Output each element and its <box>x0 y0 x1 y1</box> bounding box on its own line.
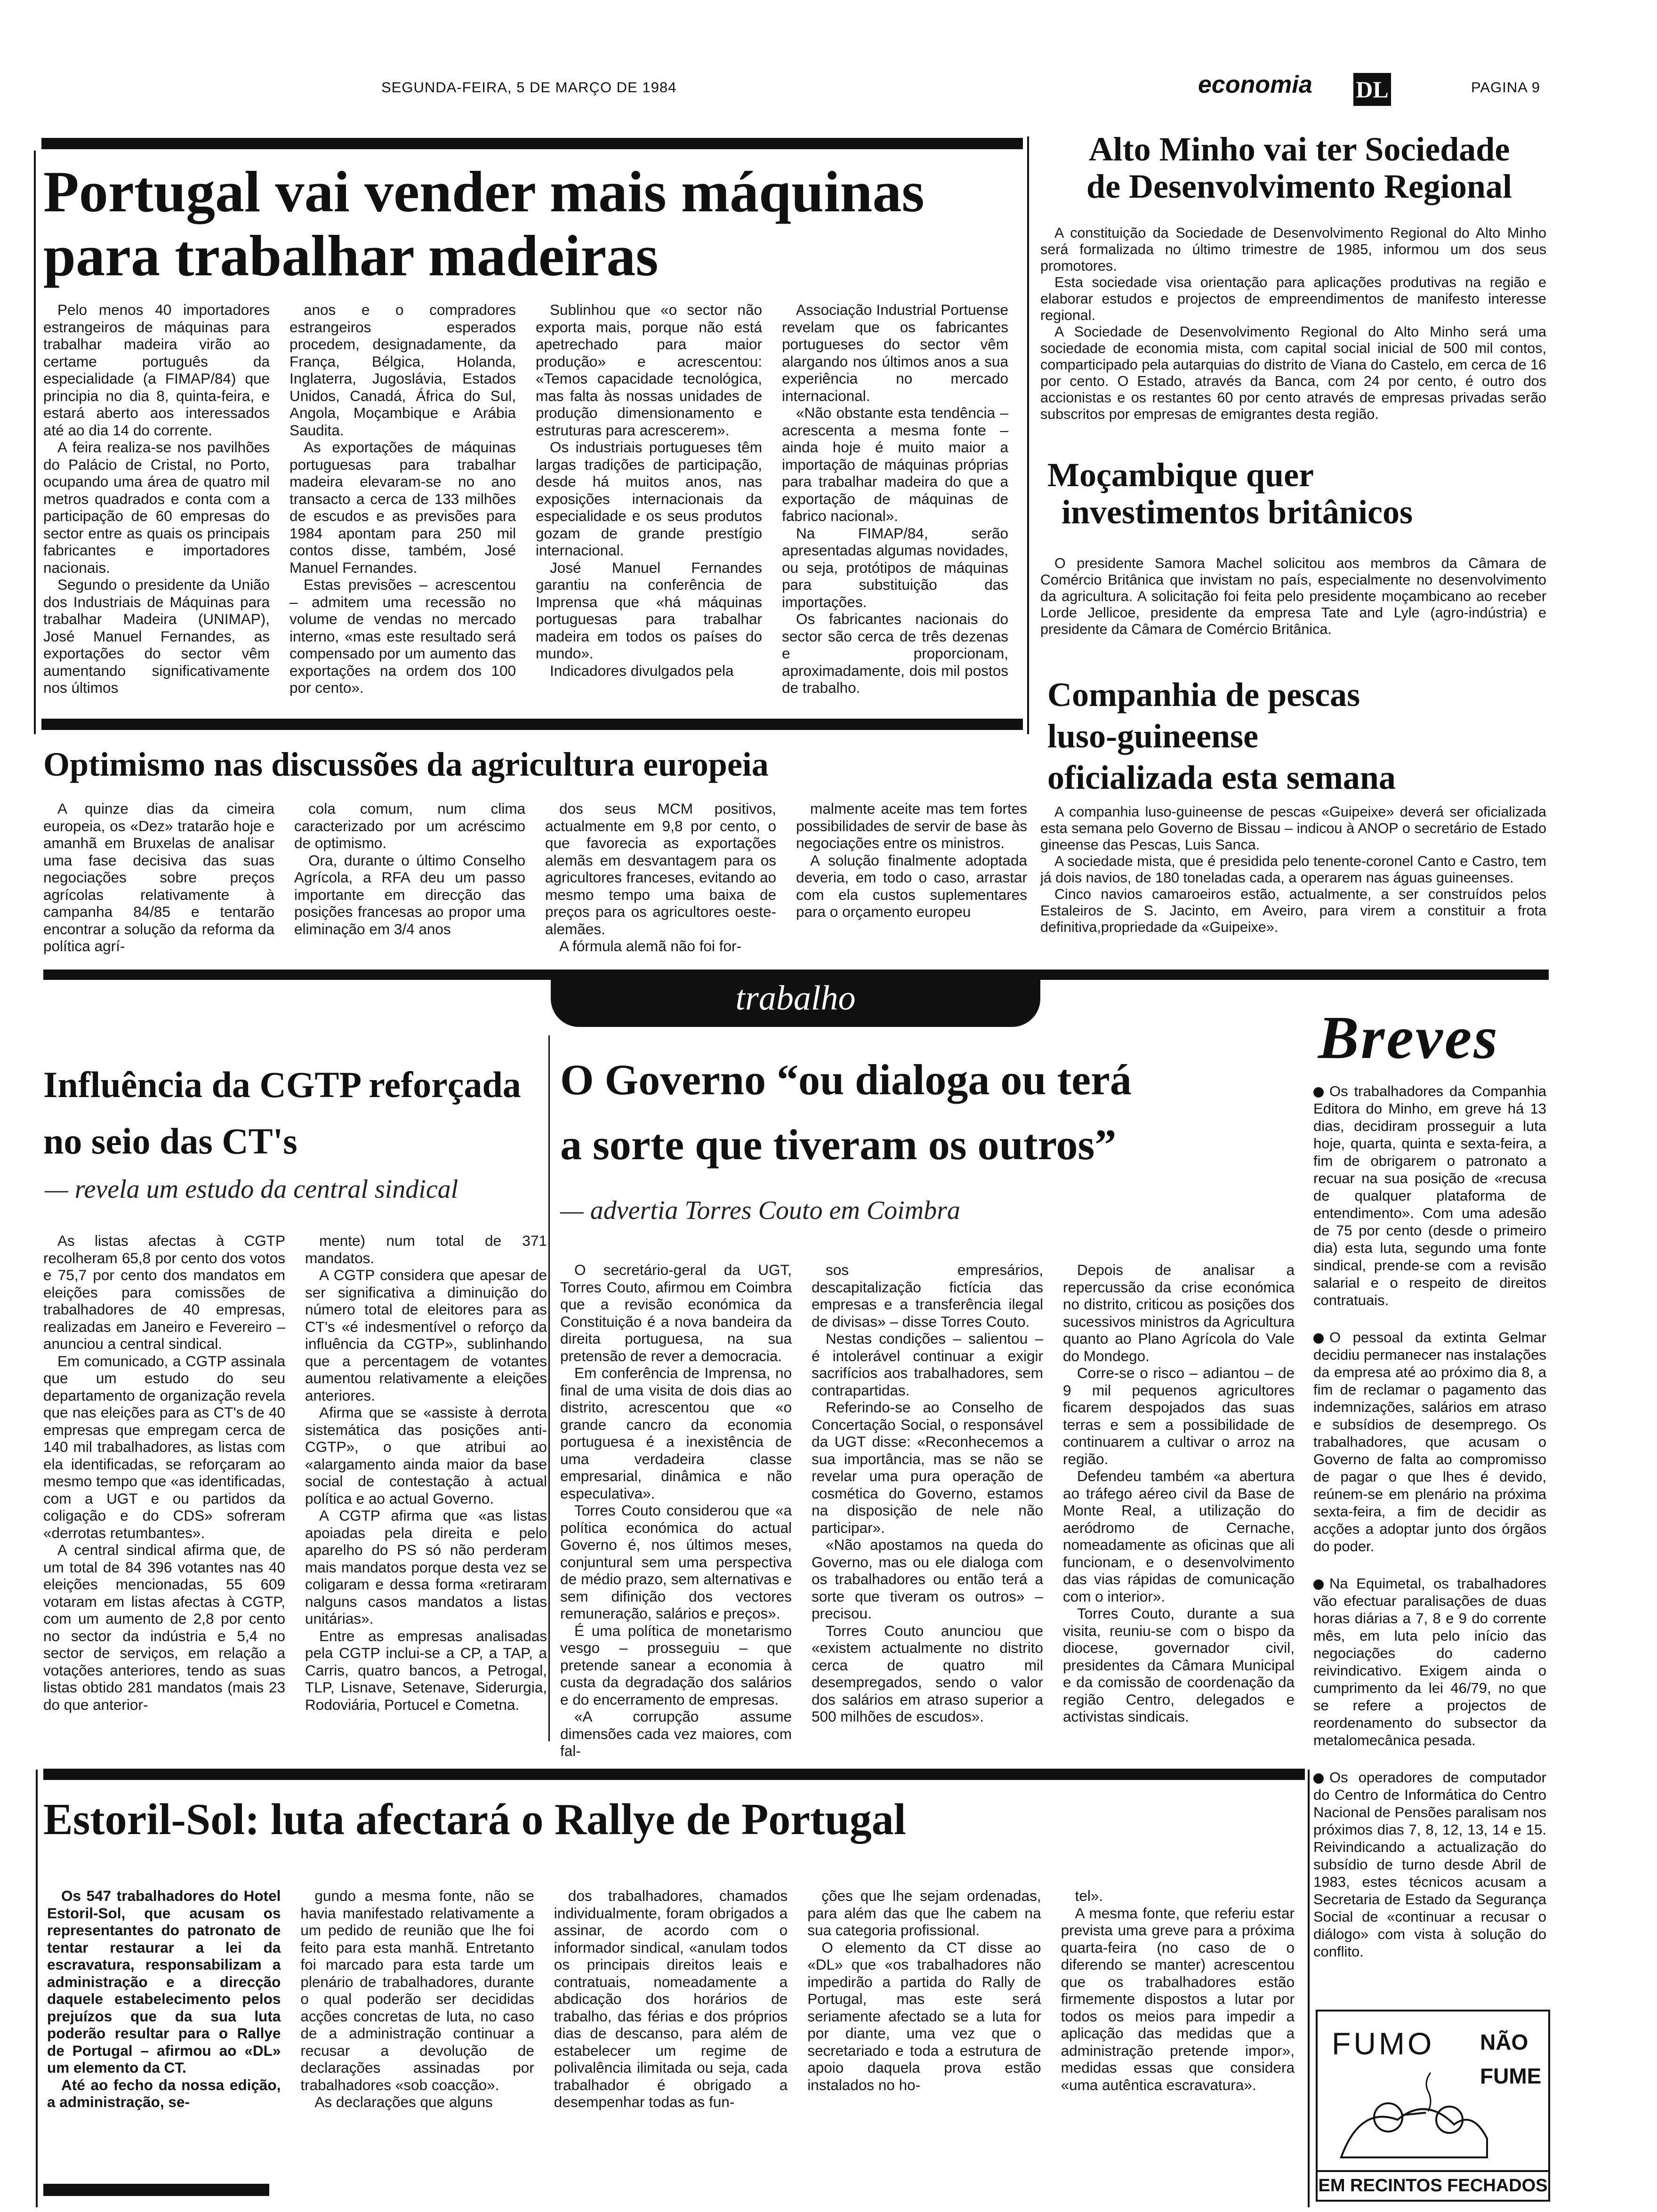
article7-subheadline: — advertia Torres Couto em Coimbra <box>560 1196 960 1225</box>
section-banner-trabalho: trabalho <box>551 970 1040 1027</box>
article7-headline <box>560 1047 1132 1177</box>
paragraph: «Não obstante esta tendência – acrescenta a mesma fonte – ainda hoje é muito maior a importação de máquinas próprias para trabalhar madeira do que a exportação de máquinas de fabrico nacional». <box>782 404 1008 524</box>
paragraph: Ora, durante o último Conselho Agrícola, a RFA deu um passo importante em direcção das posições francesas ao propor uma eliminação em 3/4 anos <box>294 851 525 938</box>
article8-headline: Estoril-Sol: luta afectará o Rallye de Portugal <box>43 1795 906 1844</box>
breves-item-text: O pessoal da extinta Gelmar decidiu permanecer nas instalações da empresa até ao próximo dia 8, a fim de reclamar o pagamento das indemnizações, salários em atraso e subsídios de desemprego. Os trabalhadores, que acusam o Governo de falta ao compromisso de pagar o que lhes é devido, reúnem-se em plenário na próxima sexta-feira, a fim de decidir as acções a adoptar junto dos órgãos do poder. <box>1313 1329 1546 1555</box>
edition-date: SEGUNDA-FEIRA, 5 DE MARÇO DE 1984 <box>381 79 677 96</box>
article3-headline <box>1047 457 1413 531</box>
article1-column <box>536 301 762 715</box>
paragraph: ções que lhe sejam ordenadas, para além das que lhe cabem na sua categoria profissional. <box>807 1887 1041 1939</box>
paragraph: Sublinhou que «o sector não exporta mais, porque não está apetrechado para maior produção» e acrescentou: «Temos capacidade tecnológica, mas falta às nossas unidades de produção dimensionamento e estruturas para acrescerem». <box>536 301 762 439</box>
smoker-illustration-icon <box>1332 2068 1529 2162</box>
paragraph: A mesma fonte, que referiu estar prevista uma greve para a próxima quarta-feira (no caso de o diferendo se manter) acrescentou que os trabalhadores estão firmemente dispostos a lutar por todos os meios para impedir a aplicação das medidas que a administração pretende impor», medidas essas que considera «uma autêntica escravatura». <box>1061 1904 1295 2093</box>
paragraph: Nestas condições – salientou – é intolerável continuar a exigir sacrifícios aos trabalhadores, sem contrapartidas. <box>812 1330 1043 1399</box>
paragraph: Depois de analisar a repercussão da crise económica no distrito, criticou as posições dos sucessivos ministros da Agricultura quanto ao Plano Agrícola do Vale do Mondego. <box>1063 1261 1295 1364</box>
paragraph: O presidente Samora Machel solicitou aos membros da Câmara de Comércio Britânica que invistam no país, especialmente no desenvolvimento da agricultura. A solicitação foi feita pelo presidente moçambicano ao receber Lorde Jellicoe, presidente da empresa Tate and Lyle (agro-indústria) e presidente da Câmara de Comércio Britânica. <box>1040 555 1546 637</box>
article1-column <box>290 301 516 715</box>
paragraph: Indicadores divulgados pela <box>550 662 734 679</box>
article3-headline-line2: investimentos britânicos <box>1062 493 1413 531</box>
article4-headline-line3: oficializada esta semana <box>1047 759 1396 796</box>
article2-headline <box>1047 131 1551 205</box>
article3-headline-line1: Moçambique quer <box>1047 456 1314 494</box>
paragraph: sos empresários, descapitalização fictícia das empresas e a transferência ilegal de divisas» – disse Torres Couto. <box>812 1261 1043 1330</box>
paragraph: Torres Couto considerou que «a política económica do actual Governo é, nos últimos meses, conjuntural sem uma perspectiva de médio prazo, sem alternativas e sem difinição dos vectores remuneração, salários e preços». <box>560 1502 792 1622</box>
paragraph: A CGTP afirma que «as listas apoiadas pela direita e pelo aparelho do PS só não perderam mais mandatos porque desta vez se coligaram e dessa forma «retiraram nalguns casos mandatos a listas unitárias». <box>305 1507 547 1627</box>
article5-column <box>43 800 274 955</box>
paragraph: Os industriais portugueses têm largas tradições de participação, desde há muitos anos, nas exposições internacionais da especialidade e os seus produtos gozam de grande prestígio internacional. <box>536 439 762 559</box>
article5-column <box>294 800 525 955</box>
paragraph: «A corrupção assume dimensões cada vez maiores, com fal- <box>560 1708 792 1759</box>
section-divider-left <box>43 970 552 980</box>
paragraph: A Sociedade de Desenvolvimento Regional do Alto Minho será uma sociedade de economia mista, com capital social inicial de 500 mil contos, comparticipado pela autarquias do distrito de Viana do Castelo, em cerca de 16 por cento. O Estado, através da Banca, com 24 por cento, é outro dos accionistas e os restantes 60 por cento através de empresas privadas serão subscritos por empresas de emigrantes desta região. <box>1040 324 1546 422</box>
breves-list <box>1313 1082 1546 1960</box>
article5-column <box>796 800 1027 955</box>
paragraph: dos trabalhadores, chamados individualmente, foram obrigados a assinar, de acordo com o informador sindical, «anulam todos os principais direitos leais e contratuais, nomeadamente a abdicação dos horários de trabalho, das férias e dos próprios dias de descanso, para além de estabelecer um regime de polivalência ilimitada ou seja, cada trabalhador é obrigado a desempenhar todas as fun- <box>554 1887 788 2110</box>
article8-right-rule <box>1308 1770 1310 2207</box>
paragraph: Afirma que se «assiste à derrota sistemática das posições anti-CGTP», o que atribui ao «alargamento ainda maior da base social de contestação à actual política e ao actual Governo. <box>305 1404 547 1507</box>
article8-column <box>47 1887 281 2172</box>
article8-column <box>807 1887 1041 2172</box>
article8-left-rule <box>36 1770 38 2207</box>
article1-column <box>43 301 270 715</box>
article8-body <box>47 1887 1295 2172</box>
paragraph: A feira realiza-se nos pavilhões do Palácio de Cristal, no Porto, ocupando uma área de quatro mil metros quadrados e conta com a participação de 60 empresas do sector entre as quais os principais fabricantes e importadores nacionais. <box>43 439 270 576</box>
article6-subheadline: — revela um estudo da central sindical <box>45 1175 458 1204</box>
paragraph: Cinco navios camaroeiros estão, actualmente, a ser construídos pelos Estaleiros de S. Jacinto, em Aveiro, para virem a constituir a frota definitiva,propriedade da «Guipeixe». <box>1040 886 1546 935</box>
breves-title: Breves <box>1318 1004 1499 1072</box>
paragraph: Torres Couto, durante a sua visita, reuniu-se com o bispo da diocese, governador civil, presidentes da Câmara Municipal e da comissão de coordenação da região Centro, delegados e activistas sindicais. <box>1063 1605 1295 1725</box>
breves-item <box>1313 1329 1546 1555</box>
article4-headline <box>1047 674 1396 798</box>
article7-column <box>1063 1261 1295 1760</box>
section-name: economia <box>1198 71 1312 98</box>
article1-headline-line1: Portugal vai vender mais máquinas <box>43 160 925 224</box>
paragraph: A companhia luso-guineense de pescas «Guipeixe» deverá ser oficializada esta semana pelo Governo de Bissau – indicou à ANOP o secretário de Estado gineense das Pescas, Luis Sanca. <box>1040 804 1546 853</box>
article1-right-rule <box>1027 136 1029 734</box>
paragraph: Corre-se o risco – adiantou – de 9 mil pequenos agricultores ficarem despojados das suas terras e sem a possibilidade de continuarem a cultivar o arroz na região. <box>1063 1364 1295 1467</box>
article1-bottom-rule <box>41 719 1023 730</box>
newspaper-logo: DL <box>1353 73 1391 106</box>
paragraph: Na FIMAP/84, serão apresentadas algumas novidades, ou seja, protótipos de máquinas para substituição das importações. <box>782 524 1008 610</box>
article1-top-rule <box>41 138 1023 149</box>
breves-item-text: Os operadores de computador do Centro de Informática do Centro Nacional de Pensões paralisam nos próximos dias 7, 8, 12, 13, 14 e 15. Reivindicando a actualização do subsídio de turno desde Abril de 1983, estes técnicos acusam a Secretaria de Estado da Segurança Social de «continuar a recusar o diálogo» com vista à solução do conflito. <box>1313 1769 1546 1960</box>
article1-left-rule <box>34 151 36 734</box>
article4-headline-line2: luso-guineense <box>1047 717 1259 755</box>
article6-headline <box>43 1057 521 1170</box>
article7-headline-line2: a sorte que tiveram os outros” <box>560 1121 1117 1169</box>
article3-body <box>1040 555 1546 664</box>
paragraph: «Não apostamos na queda do Governo, mas ou ele dialoga com os trabalhadores ou então terá a sorte que tiveram os outros» – precisou. <box>812 1536 1043 1622</box>
article2-body <box>1040 225 1546 451</box>
paragraph: As listas afectas à CGTP recolheram 65,8 por cento dos votos e 75,7 por cento dos mandatos em eleições para comissões de trabalhadores de 40 empresas, realizadas em Janeiro e Fevereiro – anunciou a central sindical. <box>43 1232 285 1352</box>
article1-headline <box>43 160 925 289</box>
bullet-icon <box>1313 1333 1324 1344</box>
article2-headline-line2: de Desenvolvimento Regional <box>1086 168 1512 206</box>
paragraph: A fórmula alemã não foi for- <box>559 938 741 954</box>
paragraph: Em comunicado, a CGTP assinala que um estudo do seu departamento de organização revela que nas eleições para as CT's de 40 empresas que empregam cerca de 140 mil trabalhadores, as listas com ela identificadas, se reforçaram ao mesmo tempo que «as identificadas, com a UGT e ou partidos da coligação e do CDS» sofreram «derrotas retumbantes». <box>43 1352 285 1541</box>
paragraph: As exportações de máquinas portuguesas para trabalhar madeira elevaram-se no ano transacto a cerca de 133 milhões de escudos e as previsões para 1984 apontam para 250 mil contos disse, também, José Manuel Fernandes. <box>290 439 516 576</box>
article1-column <box>782 301 1008 715</box>
article8-column <box>300 1887 534 2172</box>
article1-body <box>43 301 1008 715</box>
paragraph: O elemento da CT disse ao «DL» que «os trabalhadores não impedirão a partida do Rally de Portugal, mas este será seriamente afectado se a luta for por diante, uma vez que o secretariado e toda a estrutura de apoio daquela prova estão instalados no ho- <box>807 1939 1041 2093</box>
breves-item <box>1313 1575 1546 1749</box>
bullet-icon <box>1313 1579 1324 1590</box>
article7-headline-line1: O Governo “ou dialoga ou terá <box>560 1056 1132 1104</box>
paragraph: gundo a mesma fonte, não se havia manifestado relativamente a um pedido de reunião que lhe foi feito para esta manhã. Entretanto foi marcado para esta tarde um plenário de trabalhadores, durante o qual poderão ser decididas acções concretas de luta, no caso de a administração continuar a recusar a devolução de declarações assinadas por trabalhadores «sob coacção». <box>300 1887 534 2093</box>
article5-body <box>43 800 1027 955</box>
article7-body <box>560 1261 1295 1759</box>
paragraph: malmente aceite mas tem fortes possibilidades de servir de base às negociações entre os ministros. <box>796 800 1027 851</box>
bullet-icon <box>1313 1087 1324 1098</box>
paragraph: Segundo o presidente da União dos Industriais de Máquinas para trabalhar Madeira (UNIMAP), José Manuel Fernandes, as exportações do sector vêm aumentando significativamente nos últimos <box>43 576 270 696</box>
paragraph: Os 547 trabalhadores do Hotel Estoril-Sol, que acusam os representantes do patronato de tentar restaurar a lei da escravatura, responsabilizam a administração e a direcção daquele estabelecimento pelos prejuízos que da sua luta poderão resultar para o Rallye de Portugal – afirmou ao «DL» um elemento da CT. <box>47 1887 281 2076</box>
paragraph: tel». <box>1075 1887 1103 1904</box>
paragraph: anos e o compradores estrangeiros esperados procedem, designadamente, da França, Bélgica, Holanda, Inglaterra, Jugoslávia, Estados Unidos, Canadá, África do Sul, Angola, Moçambique e Arábia Saudita. <box>290 301 516 439</box>
paragraph: Pelo menos 40 importadores estrangeiros de máquinas para trabalhar madeira virão ao certame português da especialidade (a FIMAP/84) que principia no dia 8, quinta-feira, e estará aberto aos interessados até ao dia 14 do corrente. <box>43 301 270 439</box>
paragraph: Esta sociedade visa orientação para aplicações produtivas na região e elaborar estudos e projectos de empreendimentos de manifesto interesse regional. <box>1040 274 1546 323</box>
article6-headline-line1: Influência da CGTP reforçada <box>43 1064 521 1105</box>
paragraph: Torres Couto anunciou que «existem actualmente no distrito cerca de quatro mil desempregados, sendo o valor dos salários em atraso superior a 500 milhões de escudos». <box>812 1622 1043 1725</box>
article6-body <box>43 1232 547 1740</box>
paragraph: Os fabricantes nacionais do sector são cerca de três dezenas e proporcionam, aproximadamente, dois mil postos de trabalho. <box>782 610 1008 696</box>
paragraph: Referindo-se ao Conselho de Concertação Social, o responsável da UGT disse: «Reconhecemos a sua importância, mas se não se revelar uma pura operação de cosmética do Governo, estamos na disposição de nele não participar». <box>812 1399 1043 1536</box>
paragraph: O secretário-geral da UGT, Torres Couto, afirmou em Coimbra que a revisão económica da Constituição é a nova bandeira da direita portuguesa, na sua pretensão de rever a democracia. <box>560 1261 792 1364</box>
breves-item-text: Os trabalhadores da Companhia Editora do Minho, em greve há 13 dias, decidiram prosseguir a luta hoje, quarta, quinta e sexta-feira, a fim de obrigarem o patronato a recuar na sua posição de «recusa de qualquer plataforma de entendimento». Com uma adesão de 75 por cento (desde o primeiro dia) esta luta, segundo uma fonte sindical, prende-se com a revisão salarial e o respeito de direitos contratuais. <box>1313 1083 1546 1308</box>
paragraph: dos seus MCM positivos, actualmente em 9,8 por cento, o que favorecia as exportações alemãs em desvantagem para os agricultores franceses, evitando ao mesmo tempo uma baixa de preços para os agricultores oeste-alemães. <box>545 800 776 938</box>
no-smoking-ad <box>1316 2010 1550 2202</box>
paragraph: Entre as empresas analisadas pela CGTP inclui-se a CP, a TAP, a Carris, quatro bancos, a Petrogal, TLP, Lisnave, Setenave, Siderurgia, Rodoviária, Portucel e Cometna. <box>305 1627 547 1713</box>
article6-column <box>43 1232 285 1740</box>
paragraph: A sociedade mista, que é presidida pelo tenente-coronel Canto e Castro, tem já dois navios, de 180 toneladas cada, a operarem nas águas guineenses. <box>1040 853 1546 886</box>
paragraph: A constituição da Sociedade de Desenvolvimento Regional do Alto Minho será formalizada no último trimestre de 1985, informou um dos seus promotores. <box>1040 225 1546 274</box>
article7-column <box>560 1261 792 1760</box>
paragraph: Estas previsões – acrescentou – admitem uma recessão no volume de vendas no mercado interno, «mas este resultado será compensado por um aumento das exportações na ordem dos 100 por cento». <box>290 576 516 696</box>
paragraph: Defendeu também «a abertura ao tráfego aéreo civil da Base de Monte Real, a utilização do aeródromo de Cernache, nomeadamente as oficinas que ali funcionam, e o desenvolvimento das vias rápidas de comunicação com o interior». <box>1063 1467 1295 1605</box>
section-divider-right <box>1040 970 1549 980</box>
article4-body <box>1040 804 1546 957</box>
page-number: PAGINA 9 <box>1471 79 1540 96</box>
article8-top-rule <box>43 1769 1305 1780</box>
paragraph: A CGTP considera que apesar de ser significativa a diminuição do número total de eleitores para as CT's «é indesmentível o reforço da influência da CGTP», sublinhando que a percentagem de votantes aumentou relativamente a eleições anteriores. <box>305 1266 547 1404</box>
article6-column <box>305 1232 547 1740</box>
no-smoking-word-nao: NÃO <box>1480 2030 1528 2054</box>
article6-headline-line2: no seio das CT's <box>43 1121 298 1162</box>
paragraph: Até ao fecho da nossa edição, a administração, se- <box>47 2076 281 2110</box>
no-smoking-word-fume: FUME <box>1480 2064 1542 2088</box>
breves-item-text: Na Equimetal, os trabalhadores vão efectuar paralisações de duas horas diárias a 7, 8 e 9 do corrente mês, em luta pelo início das negociações do caderno reivindicativo. Exigem ainda o cumprimento da lei 46/79, no que se refere a projectos de reordenamento do subsector da metalomecânica pesada. <box>1313 1575 1546 1748</box>
paragraph: A central sindical afirma que, de um total de 84 396 votantes nas 40 eleições mencionadas, 55 609 votaram em listas afectas à CGTP, com um aumento de 2,8 por cento no sector da indústria e 5,4 no sector de serviços, em relação a votações anteriores, tendo as suas listas obtido 281 mandatos (mais 23 do que anterior- <box>43 1541 285 1713</box>
breves-item <box>1313 1769 1546 1960</box>
no-smoking-footer: EM RECINTOS FECHADOS <box>1318 2170 1548 2200</box>
article8-column <box>554 1887 788 2172</box>
paragraph: A solução finalmente adoptada deveria, em todo o caso, arrastar com ela custos suplementares para o orçamento europeu <box>796 851 1027 920</box>
article8-bottom-rule <box>43 2184 269 2196</box>
no-smoking-word-fumo: FUMO <box>1332 2026 1435 2061</box>
paragraph: mente) num total de 371 mandatos. <box>305 1232 547 1266</box>
article2-headline-line1: Alto Minho vai ter Sociedade <box>1088 130 1510 168</box>
paragraph: cola comum, num clima caracterizado por um acréscimo de optimismo. <box>294 800 525 851</box>
paragraph: É uma política de monetarismo vesgo – prosseguiu – que pretende sanear a economia à custa da degradação dos salários e do encerramento de empresas. <box>560 1622 792 1708</box>
bullet-icon <box>1313 1773 1324 1784</box>
paragraph: Em conferência de Imprensa, no final de uma visita de dois dias ao distrito, acrescentou que «o grande cancro da economia portuguesa é a inexistência de uma verdadeira classe empresarial, dinâmica e não especulativa». <box>560 1364 792 1502</box>
article5-column <box>545 800 776 955</box>
article5-headline: Optimismo nas discussões da agricultura europeia <box>43 745 769 783</box>
article8-column <box>1061 1887 1295 2172</box>
paragraph: As declarações que alguns <box>314 2093 493 2110</box>
article7-column <box>812 1261 1043 1760</box>
paragraph: Associação Industrial Portuense revelam que os fabricantes portugueses do sector vêm alargando nos últimos anos a sua experiência no mercado internacional. <box>782 301 1008 404</box>
article6-column-divider <box>548 1035 550 1741</box>
breves-item <box>1313 1082 1546 1309</box>
paragraph: José Manuel Fernandes garantiu na conferência de Imprensa que «há máquinas portuguesas para trabalhar madeira em todos os países do mundo». <box>536 559 762 662</box>
paragraph: A quinze dias da cimeira europeia, os «Dez» tratarão hoje e amanhã em Bruxelas de analisar uma fase decisiva das suas negociações sobre preços agrícolas relativamente à campanha 84/85 e tentarão encontrar a solução da reforma da política agrí- <box>43 800 274 954</box>
article1-headline-line2: para trabalhar madeiras <box>43 224 659 289</box>
article4-headline-line1: Companhia de pescas <box>1047 676 1360 713</box>
